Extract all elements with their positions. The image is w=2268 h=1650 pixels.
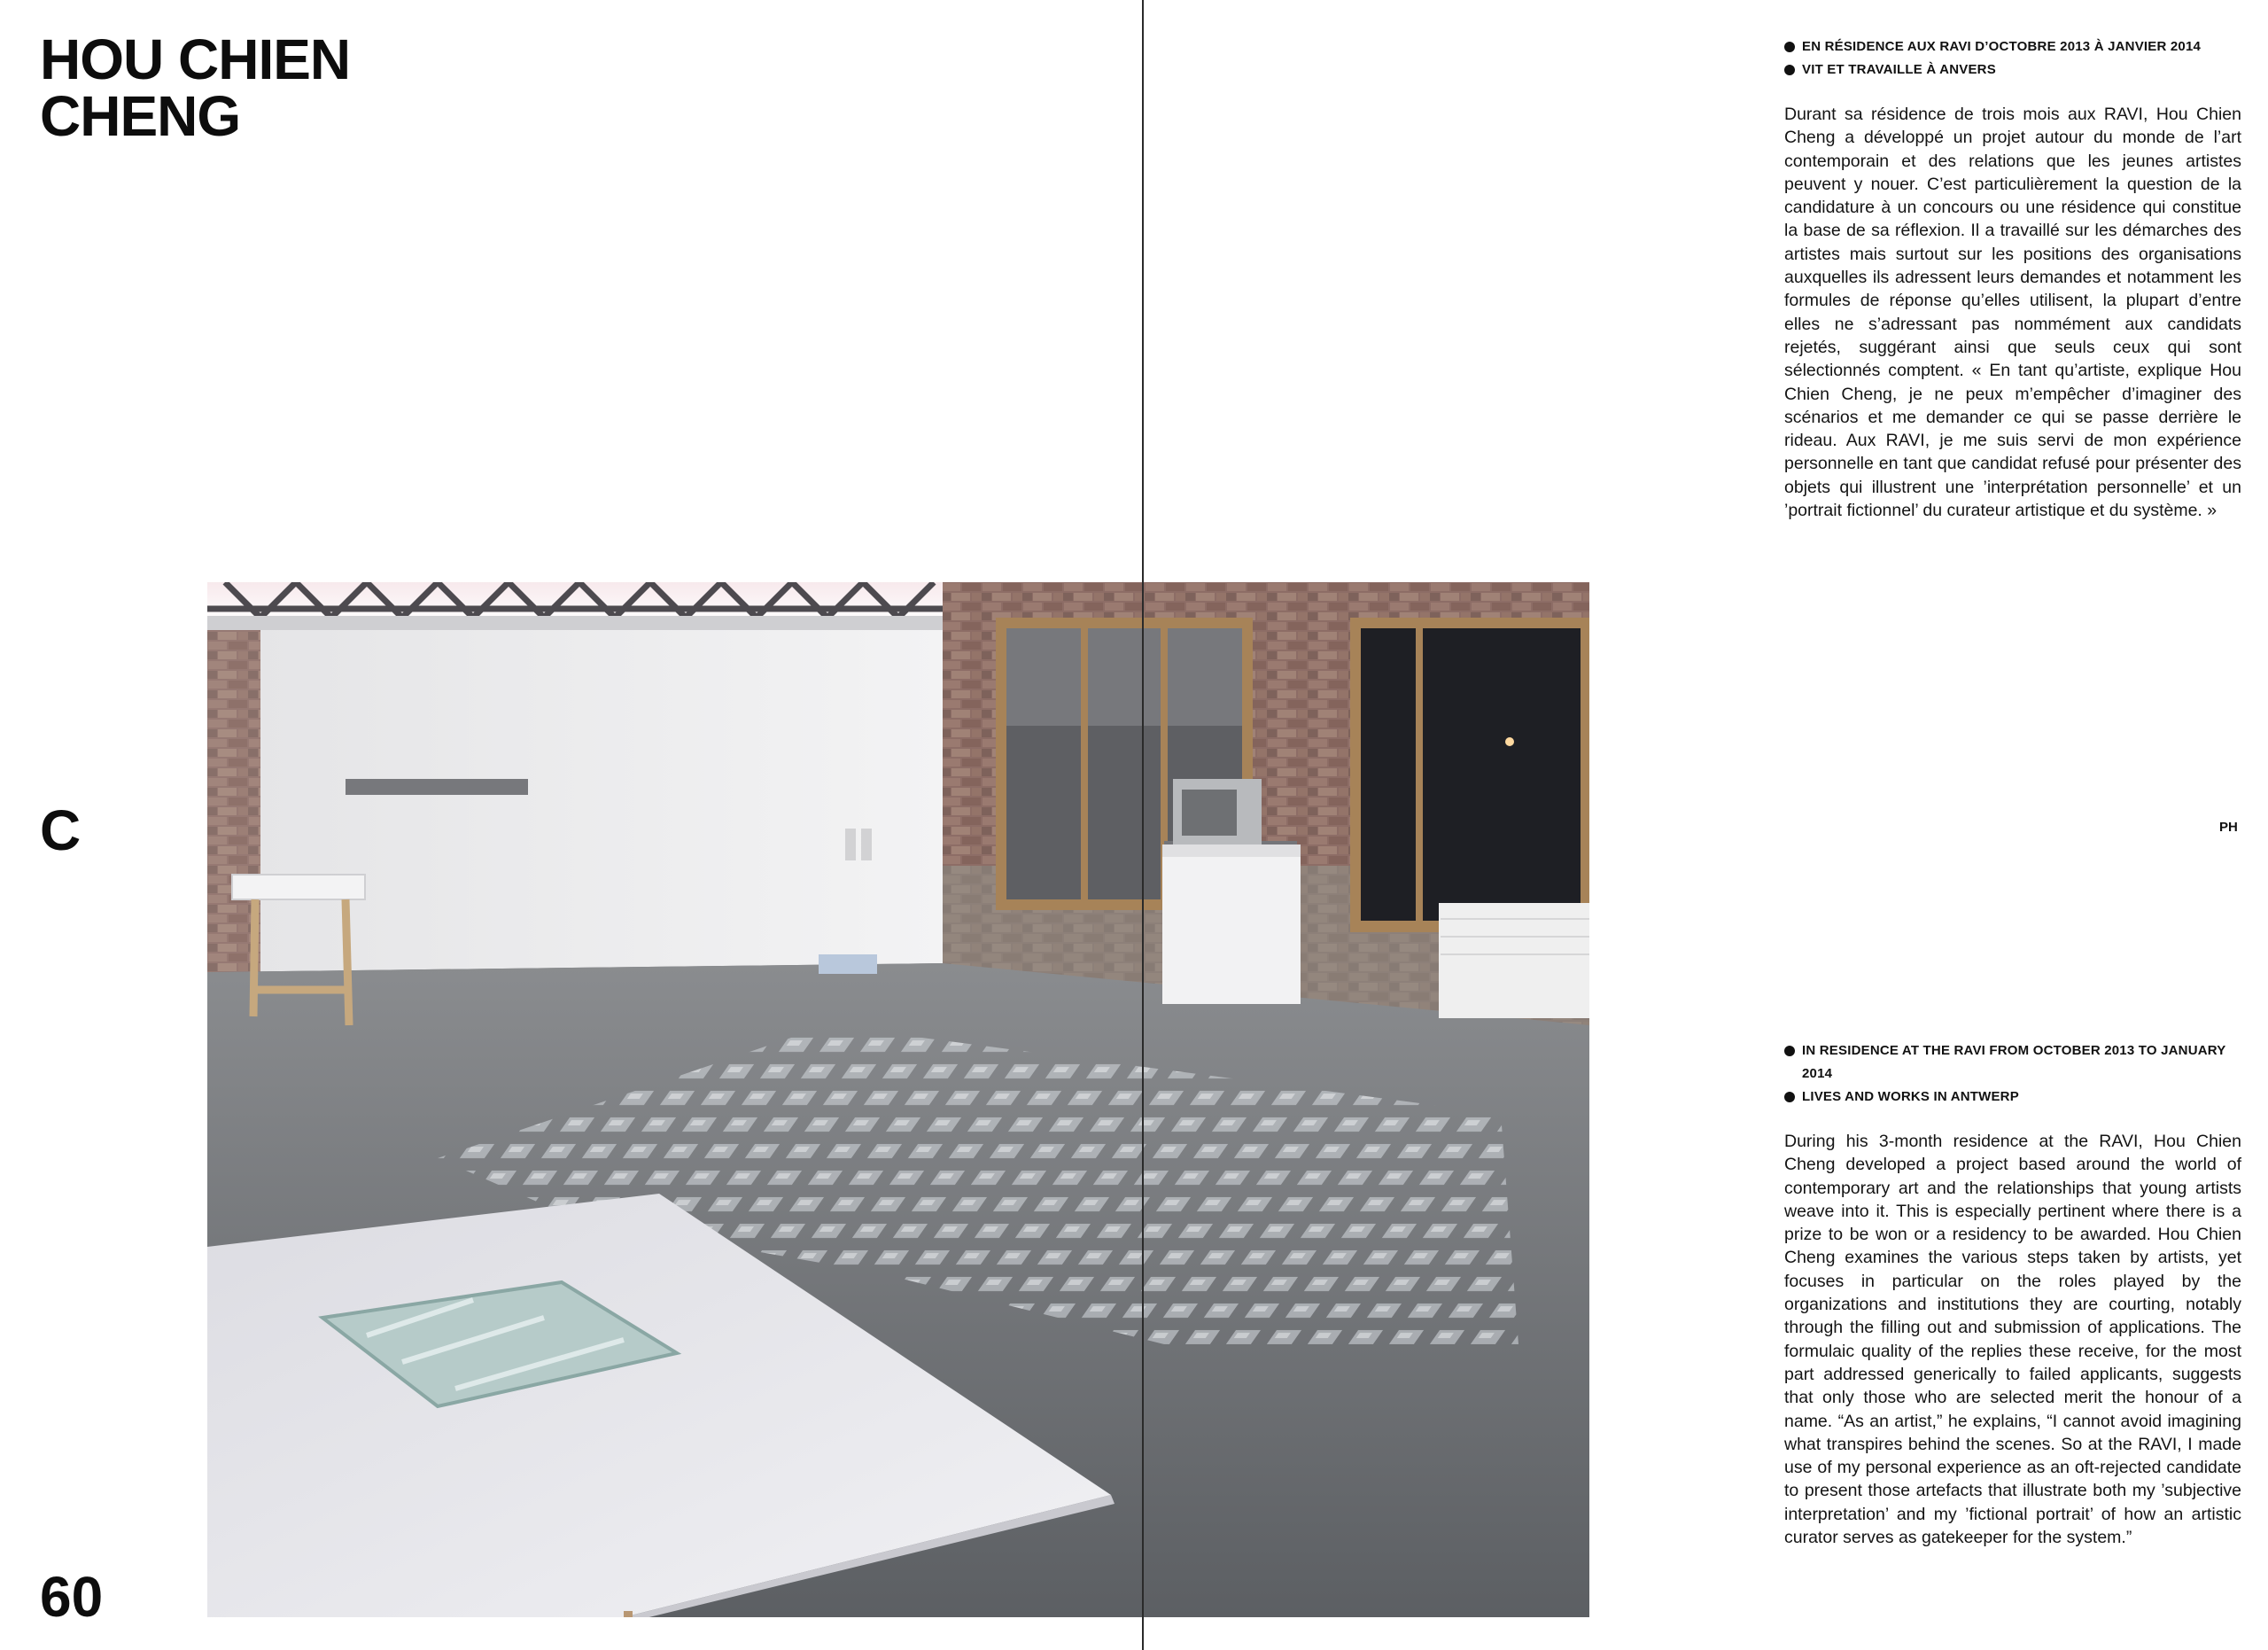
english-meta-text: LIVES AND WORKS IN ANTWERP	[1802, 1089, 2019, 1104]
installation-photo	[207, 582, 1589, 1617]
artist-name-title	[40, 27, 351, 148]
bullet-icon	[1784, 42, 1795, 52]
english-section	[1784, 1039, 2241, 1549]
installation-photo-drawing	[207, 582, 1589, 1617]
french-meta-list	[1784, 35, 2241, 82]
french-meta-text: VIT ET TRAVAILLE À ANVERS	[1802, 62, 1996, 77]
english-meta-list	[1784, 1039, 2241, 1109]
english-meta-item	[1784, 1086, 2241, 1109]
english-body-text: During his 3-month residence at the RAVI, Hou Chien Cheng developed a project based around the world of contemporary art and the relationships that young artists weave into it. This is especially pertinent where there is a prize to be won or a residency to be awarded. Hou Chien Cheng examines the various steps taken by artists, yet focuses in particular on the roles played by the organizations and institutions they are courting, notably through the filling out and submission of applications. The formulaic quality of the replies these receive, for the most part addressed generically to failed applicants, suggests that only those who are selected merit the honour of a name. “As an artist,” he explains, “I cannot avoid imagining what transpires behind the scenes. So at the RAVI, I made use of my personal experience as an oft-rejected candidate to present those artefacts that illustrate both my ’subjective interpretation’ and my ’fictional portrait’ of how an artistic curator serves as gatekeeper for the system.”	[1784, 1132, 2241, 1548]
bullet-icon	[1784, 1046, 1795, 1056]
title-line-2: CHENG	[40, 84, 241, 148]
french-section	[1784, 35, 2241, 522]
french-body-text: Durant sa résidence de trois mois aux RAVI, Hou Chien Cheng a développé un projet autour du monde de l’art contemporain et des relations que les jeunes artistes peuvent y nouer. C’est particulièrement la question de la candidature à un concours ou une résidence qui constitue la base de sa réflexion. Il a travaillé sur les démarches des artistes mais surtout sur les positions des organisations auxquelles ils adressent leurs demandes et notamment les formules de réponse qu’elles utilisent, la plupart d’entre elles ne s’adressant pas nommément aux candidats rejetés, suggérant ainsi que seuls ceux qui sont sélectionnés comptent. « En tant qu’artiste, explique Hou Chien Cheng, je ne peux m’empêcher d’imaginer des scénarios et me demander ce qui se passe derrière le rideau. Aux RAVI, je me suis servi de mon expérience personnelle en tant que candidat refusé pour présenter des objets qui illustrent une ’interprétation personnelle’ et un ’portrait fictionnel’ du curateur artistique et du système. »	[1784, 105, 2241, 521]
bullet-icon	[1784, 1092, 1795, 1102]
book-spine-fold	[1142, 0, 1144, 1650]
english-meta-text: IN RESIDENCE AT THE RAVI FROM OCTOBER 2013 TO JANUARY 2014	[1802, 1043, 2226, 1081]
title-line-1: HOU CHIEN	[40, 27, 351, 91]
french-meta-text: EN RÉSIDENCE AUX RAVI D’OCTOBRE 2013 À JANVIER 2014	[1802, 39, 2202, 54]
french-meta-item	[1784, 35, 2241, 58]
photo-credit: PH	[2219, 820, 2238, 835]
french-meta-item	[1784, 58, 2241, 82]
page-number: 60	[40, 1565, 104, 1629]
english-meta-item	[1784, 1039, 2241, 1086]
bullet-icon	[1784, 65, 1795, 75]
section-letter: C	[40, 798, 82, 862]
